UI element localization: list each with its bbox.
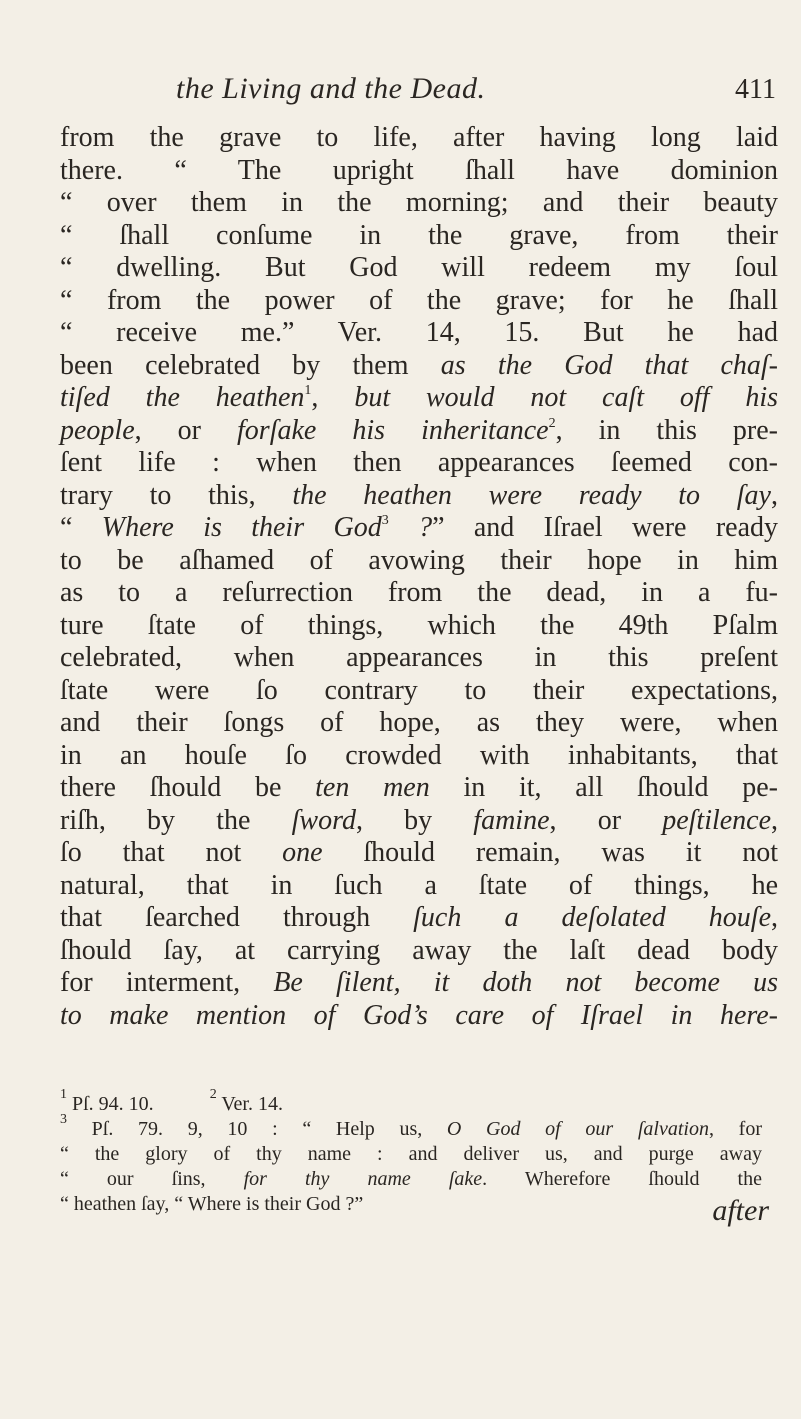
- running-title: the Living and the Dead.: [176, 72, 486, 105]
- italic-run: one: [282, 837, 323, 868]
- italic-run: but would not caſt off his: [354, 382, 779, 413]
- text-line: there. “ The upright ſhall have dominion: [60, 154, 778, 186]
- footnote-line: [60, 1112, 762, 1142]
- footnote-text: Pſ. 94. 10.: [67, 1093, 154, 1115]
- body-text: [60, 122, 778, 1032]
- italic-run: ſuch a deſolated houſe: [413, 902, 772, 933]
- text-line: [60, 805, 778, 838]
- footnote-text: , for: [708, 1118, 762, 1140]
- text-line: “ from the power of the grave; for he ſhall: [60, 284, 778, 316]
- footnote-line: “ heathen ſay, “ Where is their God ?”: [60, 1193, 364, 1215]
- italic-run: ſword: [291, 804, 356, 836]
- italic-run: the heathen were ready to ſay: [292, 479, 771, 511]
- italic-run: as the God that chaſ-: [440, 349, 778, 381]
- text-line: and their ſongs of hope, as they were, when: [60, 707, 778, 738]
- text-line: [60, 382, 778, 415]
- text-run: riſh, by the: [60, 804, 292, 836]
- page-number: 411: [735, 74, 776, 105]
- text-line: [60, 415, 778, 448]
- text-line: ture ſtate of things, which the 49th Pſalm: [60, 609, 778, 641]
- footnotes: [60, 1087, 762, 1217]
- italic-run: forſake his inheritance: [237, 414, 549, 446]
- footnote-marker: 1: [60, 1087, 67, 1102]
- catchword: after: [712, 1194, 769, 1227]
- text-line: natural, that in ſuch a ſtate of things, he: [60, 869, 778, 901]
- text-line: from the grave to life, after having long laid: [60, 122, 778, 153]
- text-line: in an houſe ſo crowded with inhabitants, that: [60, 739, 778, 771]
- footnote-italic: O God of our ſalvation: [446, 1118, 709, 1140]
- text-line: [60, 902, 778, 935]
- page-header: [176, 72, 776, 112]
- text-run: ,: [771, 804, 779, 836]
- italic-run: people: [60, 414, 135, 446]
- italic-run: tiſed the heathen: [60, 382, 305, 413]
- text-line: “ receive me.” Ver. 14, 15. But he had: [60, 317, 778, 348]
- footnote-line: “ the glory of thy name : and deliver us, and purge away: [60, 1143, 762, 1165]
- text-run: ” and Iſrael were ready: [432, 512, 778, 543]
- text-run: , or: [549, 804, 663, 836]
- text-run: ,: [771, 902, 779, 933]
- text-line: ſent life : when then appearances ſeemed con-: [60, 447, 778, 478]
- footnote-text: “ our ſins,: [60, 1168, 244, 1190]
- text-run: there ſhould be: [60, 772, 316, 803]
- italic-run: Be ſilent, it doth not become us: [273, 967, 778, 998]
- footnote-ref: 1: [304, 383, 312, 398]
- text-line: [60, 480, 778, 513]
- footnote-text: Pſ. 79. 9, 10 : “ Help us,: [67, 1118, 447, 1140]
- text-line: “ dwelling. But God will redeem my ſoul: [60, 252, 778, 283]
- text-line: celebrated, when appearances in this preſent: [60, 642, 778, 673]
- footnote-italic: for thy name ſake: [243, 1168, 483, 1190]
- text-run: trary to this,: [60, 479, 293, 511]
- text-run: , in this pre-: [555, 414, 778, 446]
- footnote-text: . Wherefore ſhould the: [482, 1168, 762, 1190]
- text-run: in it, all ſhould pe-: [429, 772, 779, 803]
- text-line: [60, 837, 778, 870]
- text-run: ſo that not: [60, 837, 283, 868]
- text-run: for interment,: [60, 967, 274, 998]
- italic-run: Where is their God: [101, 512, 382, 543]
- text-line: [60, 772, 778, 805]
- text-run: that ſearched through: [60, 902, 414, 933]
- footnote-text: Ver. 14.: [216, 1093, 283, 1115]
- footnote-marker: 3: [60, 1112, 67, 1127]
- footnote-ref: 3: [381, 513, 389, 528]
- text-line: “ ſhall conſume in the grave, from their: [60, 219, 778, 251]
- text-run: , or: [134, 414, 238, 446]
- text-line: ſtate were ſo contrary to their expectations,: [60, 674, 778, 706]
- footnote-ref: 2: [548, 415, 556, 431]
- text-line: ſhould ſay, at carrying away the laſt dead body: [60, 934, 778, 966]
- text-line: [60, 350, 778, 383]
- text-line: as to a reſurrection from the dead, in a fu-: [60, 577, 778, 608]
- footnote-line: [60, 1087, 762, 1117]
- text-line: to make mention of God’s care of Iſrael in here-: [60, 999, 778, 1031]
- text-line: [60, 512, 778, 545]
- text-run: ,: [771, 479, 778, 511]
- text-line: [60, 967, 778, 1000]
- footnote-line: [60, 1167, 762, 1192]
- text-line: to be aſhamed of avowing their hope in him: [60, 544, 778, 576]
- text-run: been celebrated by them: [60, 349, 441, 381]
- text-line: “ over them in the morning; and their beauty: [60, 187, 778, 218]
- text-run: “: [60, 512, 102, 543]
- footnote-marker: 2: [209, 1087, 217, 1102]
- italic-run: famine: [473, 804, 550, 836]
- italic-run: ?: [388, 512, 433, 543]
- italic-run: ten men: [315, 772, 430, 803]
- text-run: , by: [355, 804, 474, 836]
- italic-run: peſtilence: [662, 804, 772, 836]
- text-run: ,: [311, 382, 355, 413]
- text-run: ſhould remain, was it not: [322, 837, 778, 868]
